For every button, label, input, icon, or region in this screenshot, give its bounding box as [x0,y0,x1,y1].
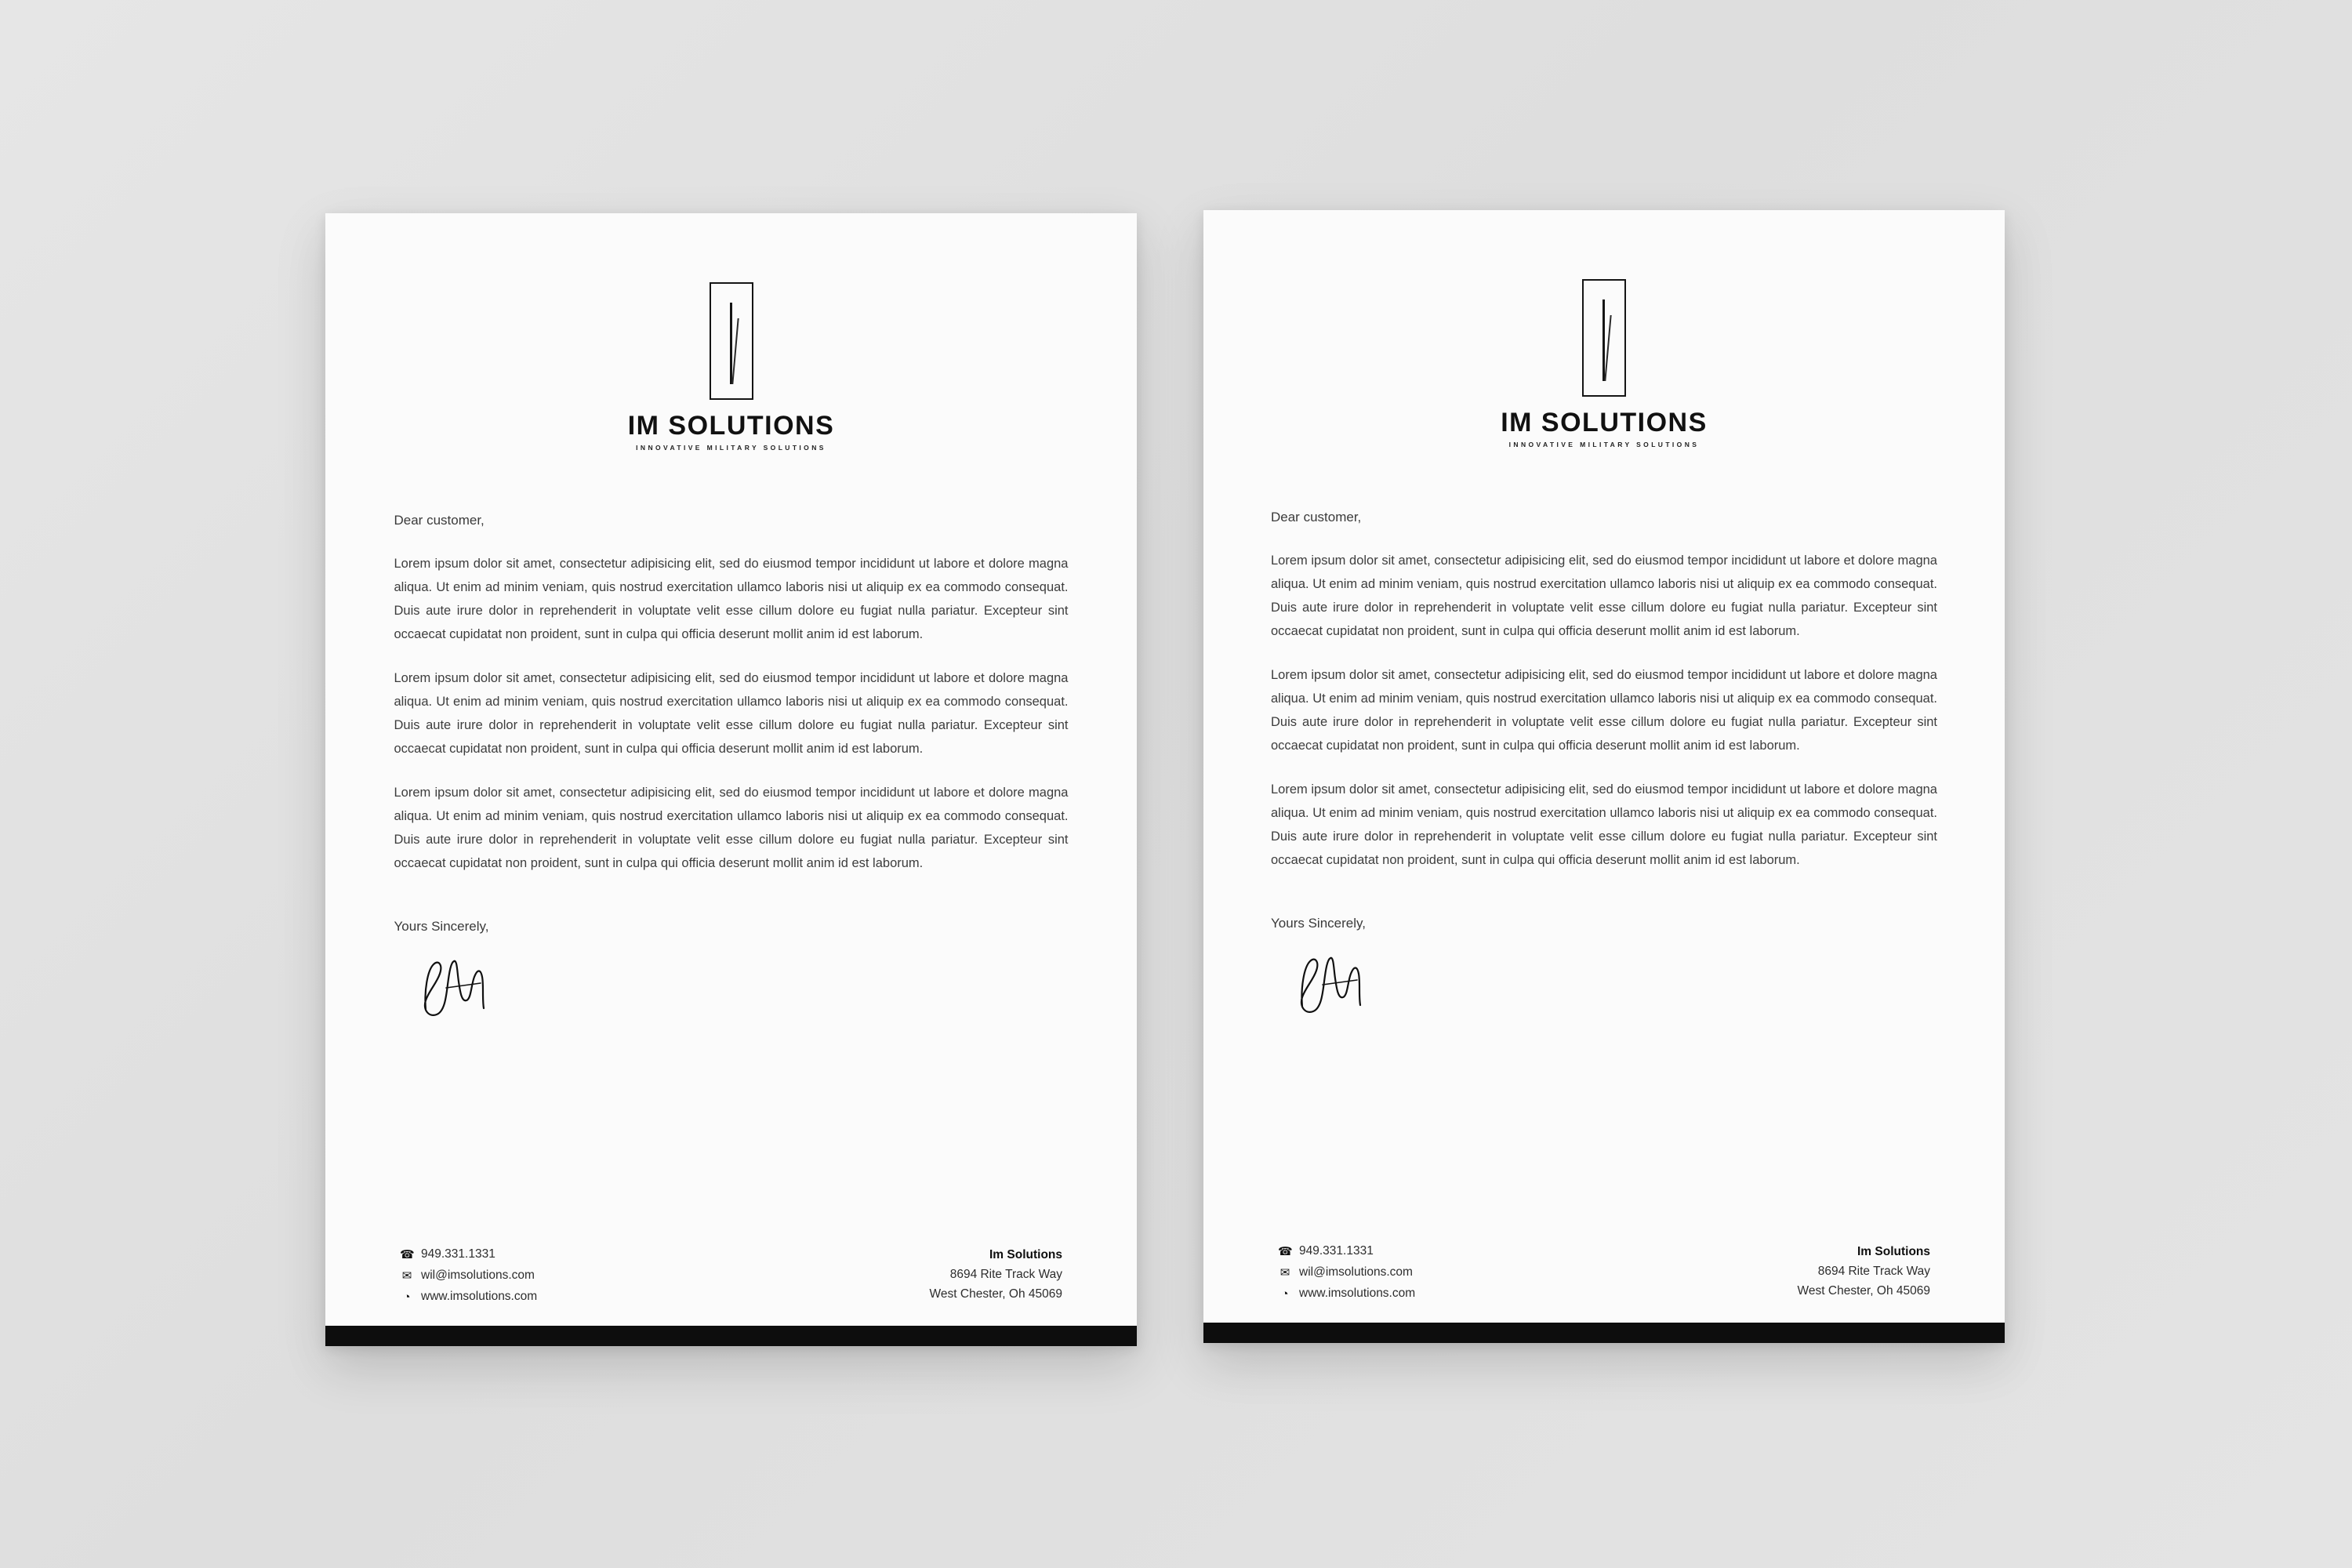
contact-website[interactable] [1278,1287,1415,1301]
logo-tagline: INNOVATIVE MILITARY SOLUTIONS [1508,441,1700,448]
address-line-1: 8694 Rite Track Way [949,1267,1062,1281]
bottom-accent-bar [1203,1323,2005,1343]
body-paragraph: Lorem ipsum dolor sit amet, consectetur adipisicing elit, sed do eiusmod tempor incididunt ut labore et dolore magna aliqua. Ut enim ad minim veniam, quis nostrud exercitation ullamco laboris nisi ut aliquip ex ea commodo consequat. Duis aute irure dolor in reprehenderit in voluptate velit esse cillum dolore eu fugiat nulla pariatur. Excepteur sint occaecat cupidatat non proident, sunt in culpa qui officia deserunt mollit anim id est laborum. [394,557,1069,642]
logo-block [1203,279,2005,448]
logo-name: IM SOLUTIONS [627,411,835,441]
body-paragraph: Lorem ipsum dolor sit amet, consectetur adipisicing elit, sed do eiusmod tempor incididunt ut labore et dolore magna aliqua. Ut enim ad minim veniam, quis nostrud exercitation ullamco laboris nisi ut aliquip ex ea commodo consequat. Duis aute irure dolor in reprehenderit in voluptate velit esse cillum dolore eu fugiat nulla pariatur. Excepteur sint occaecat cupidatat non proident, sunt in culpa qui officia deserunt mollit anim id est laborum. [394,671,1069,757]
body-paragraph: Lorem ipsum dolor sit amet, consectetur adipisicing elit, sed do eiusmod tempor incididunt ut labore et dolore magna aliqua. Ut enim ad minim veniam, quis nostrud exercitation ullamco laboris nisi ut aliquip ex ea commodo consequat. Duis aute irure dolor in reprehenderit in voluptate velit esse cillum dolore eu fugiat nulla pariatur. Excepteur sint occaecat cupidatat non proident, sunt in culpa qui officia deserunt mollit anim id est laborum. [1271,782,1937,868]
logo-name: IM SOLUTIONS [1501,408,1708,437]
letter-body [1271,448,1937,1029]
contact-list [400,1247,537,1304]
im-solutions-monogram-icon [710,282,753,400]
letterhead-page-right [1203,210,2005,1343]
letterhead-page-left [325,213,1137,1346]
phone-icon: ☎ [1278,1244,1293,1258]
contact-email[interactable] [400,1269,537,1283]
contact-list [1278,1244,1415,1301]
email-icon: ✉ [1279,1265,1290,1279]
salutation: Dear customer, [1271,510,1362,524]
logo-tagline: INNOVATIVE MILITARY SOLUTIONS [636,444,826,452]
signoff: Yours Sincerely, [1271,916,1366,931]
footer [325,1245,1137,1304]
email-icon: ✉ [401,1269,412,1283]
contact-email-text: wil@imsolutions.com [421,1269,535,1282]
address-line-1: 8694 Rite Track Way [1817,1264,1930,1278]
company-name: Im Solutions [989,1247,1062,1261]
contact-email[interactable] [1278,1265,1415,1279]
body-paragraph: Lorem ipsum dolor sit amet, consectetur adipisicing elit, sed do eiusmod tempor incididunt ut labore et dolore magna aliqua. Ut enim ad minim veniam, quis nostrud exercitation ullamco laboris nisi ut aliquip ex ea commodo consequat. Duis aute irure dolor in reprehenderit in voluptate velit esse cillum dolore eu fugiat nulla pariatur. Excepteur sint occaecat cupidatat non proident, sunt in culpa qui officia deserunt mollit anim id est laborum. [1271,554,1937,639]
address-line-2: West Chester, Oh 45069 [1797,1283,1930,1298]
phone-icon: ☎ [400,1247,415,1261]
contact-phone-text: 949.331.1331 [421,1247,495,1261]
company-name: Im Solutions [1857,1244,1930,1258]
contact-email-text: wil@imsolutions.com [1299,1265,1413,1279]
contact-website-text: www.imsolutions.com [1299,1287,1416,1300]
bottom-accent-bar [325,1326,1137,1346]
address-block [930,1245,1062,1304]
contact-phone-text: 949.331.1331 [1299,1244,1374,1258]
letter-body [394,452,1069,1033]
handwritten-signature [408,942,518,1029]
globe-icon: ◔ [1281,1287,1289,1301]
body-paragraph: Lorem ipsum dolor sit amet, consectetur adipisicing elit, sed do eiusmod tempor incididunt ut labore et dolore magna aliqua. Ut enim ad minim veniam, quis nostrud exercitation ullamco laboris nisi ut aliquip ex ea commodo consequat. Duis aute irure dolor in reprehenderit in voluptate velit esse cillum dolore eu fugiat nulla pariatur. Excepteur sint occaecat cupidatat non proident, sunt in culpa qui officia deserunt mollit anim id est laborum. [394,786,1069,871]
footer [1203,1242,2005,1301]
address-line-2: West Chester, Oh 45069 [929,1287,1062,1301]
address-block [1798,1242,1930,1301]
handwritten-signature [1285,939,1395,1025]
contact-phone[interactable] [400,1247,537,1261]
contact-website[interactable] [400,1290,537,1304]
salutation: Dear customer, [394,513,485,528]
signoff: Yours Sincerely, [394,919,489,935]
im-solutions-monogram-icon [1582,279,1626,397]
contact-phone[interactable] [1278,1244,1415,1258]
contact-website-text: www.imsolutions.com [421,1290,538,1303]
globe-icon: ◔ [403,1290,411,1304]
body-paragraph: Lorem ipsum dolor sit amet, consectetur adipisicing elit, sed do eiusmod tempor incididunt ut labore et dolore magna aliqua. Ut enim ad minim veniam, quis nostrud exercitation ullamco laboris nisi ut aliquip ex ea commodo consequat. Duis aute irure dolor in reprehenderit in voluptate velit esse cillum dolore eu fugiat nulla pariatur. Excepteur sint occaecat cupidatat non proident, sunt in culpa qui officia deserunt mollit anim id est laborum. [1271,668,1937,753]
logo-block [325,282,1137,452]
